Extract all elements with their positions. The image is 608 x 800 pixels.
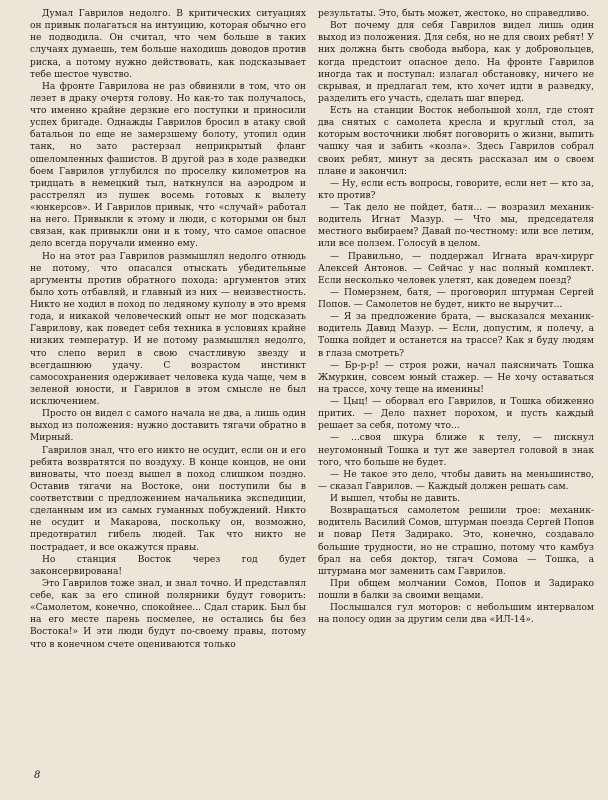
paragraph: При общем молчании Сомов, Попов и Задирако пошли в балки за своими вещами.: [318, 578, 594, 601]
paragraph: — Бр-р-р! — строя рожи, начал паясничать Тошка Жмуркин, совсем юный стажер. — Не хочу оставаться на трассе, хочу теще на именины!: [318, 360, 594, 395]
paragraph: — Не такое это дело, чтобы давить на меньшинство, — сказал Гаврилов. — Каждый должен решать сам.: [318, 469, 594, 492]
paragraph: — Померзнем, батя, — проговорил штурман Сергей Попов. — Самолетов не будет, никто не выручит...: [318, 287, 594, 310]
left-column: [30, 8, 306, 768]
paragraph: результаты. Это, быть может, жестоко, но справедливо.: [318, 9, 590, 19]
paragraph: — Я за предложение брата, — высказался механик-водитель Давид Мазур. — Если, допустим, я полечу, а Тошка пойдет и останется на трассе? Как я буду людям в глаза смотреть?: [318, 312, 594, 359]
paragraph: Но станция Восток через год будет законсервирована!: [30, 554, 306, 577]
paragraph: Возвращаться самолетом решили трое: механик-водитель Василий Сомов, штурман поезда Сергей Попов и повар Петя Задирако. Это, конечно, создавало большие трудности, но не страшно, потому что камбуз брал на себя доктор, тягач Сомова — Тошка, а штурмана мог заменить сам Гаврилов.: [318, 506, 594, 577]
paragraph: На фронте Гаврилова не раз обвиняли в том, что он лезет в драку очертя голову. Но как-то так получалось, что именно крайне дерзкие его поступки и приносили успех бригаде. Однажды Гаврилов бросил в атаку свой батальон по еще не замерзшему болоту, утопил один танк, но зато растерзал неприкрытый фланг ошеломленных фашистов. В другой раз в ходе разведки боем Гаврилов углубился по проселку километров на тридцать в немецкий тыл, наткнулся на аэродром и расстрелял из пушек восемь готовых к вылету «юнкерсов». И Гаврилов привык, что «случай» работал на него. Привыкли к этому и люди, с которыми он был связан, как привыкли они и к тому, что самое опасное дело всегда поручали именно ему.: [30, 81, 306, 250]
paragraph: Послышался гул моторов: с небольшим интервалом на полосу один за другим сели два «ИЛ-14».: [318, 603, 594, 626]
paragraph: Есть на станции Восток небольшой холл, где стоят два снятых с самолета кресла и круглый стол, за которым восточники любят поговорить о жизни, выпить чашку чая и забить «козла». Здесь Гаврилов собрал своих ребят, минут за десять рассказал им о своем плане и закончил:: [318, 106, 594, 177]
page-number: 8: [34, 770, 41, 781]
paragraph: И вышел, чтобы не давить.: [330, 494, 461, 504]
paragraph: — Ну, если есть вопросы, говорите, если нет — кто за, кто против?: [318, 178, 594, 201]
text-columns: [30, 8, 594, 768]
paragraph: — Цыц! — оборвал его Гаврилов, и Тошка обиженно притих. — Дело пахнет порохом, и пусть каждый решает за себя, потому что...: [318, 397, 594, 432]
paragraph: Но на этот раз Гаврилов размышлял недолго отнюдь не потому, что опасался отыскать убедительные аргументы против обратного похода: аргументов этих было хоть отбавляй, и главный из них — неизвестность. Никто не ходил в поход по ледяному куполу в это время года, и никакой человеческий опыт не мог подсказать Гаврилову, как поведет себя техника в условиях крайне низких температур. И не потому размышлял недолго, что слепо верил в свою счастливую звезду и всегдашнюю удачу. С возрастом инстинкт самосохранения одерживает человека куда чаще, чем в зеленой юности, и Гаврилов в этом смысле не был исключением.: [30, 251, 306, 407]
paragraph: Просто он видел с самого начала не два, а лишь один выход из положения: нужно доставить тягачи обратно в Мирный.: [30, 409, 306, 444]
right-column: [318, 8, 594, 768]
paragraph: Думал Гаврилов недолго. В критических ситуациях он привык полагаться на интуицию, которая обычно его не подводила. Он считал, что чем больше в таких случаях думаешь, тем больше находишь доводов против риска, а потому нужно действовать, как подсказывает тебе шестое чувство.: [30, 9, 306, 80]
paragraph: Это Гаврилов тоже знал, и знал точно. И представлял себе, как за его спиной полярники будут говорить: «Самолетом, конечно, спокойнее... Сдал старик. Был бы на его месте парень посмелее, не остались бы без Востока!» И эти люди будут по-своему правы, потому что в конечном счете оцениваются только: [30, 578, 306, 650]
paragraph: Вот почему для себя Гаврилов видел лишь один выход из положения. Для себя, но не для своих ребят! У них должна быть свобода выбора, как у добровольцев, когда предстоит опасное дело. На фронте Гаврилов иногда так и поступал: излагал обстановку, ничего не скрывая, и предлагал тем, кто хочет идти в разведку, разделить его участь, сделать шаг вперед.: [318, 21, 594, 104]
paragraph: Гаврилов знал, что его никто не осудит, если он и его ребята возвратятся по воздуху. В конце концов, не они виноваты, что поезд вышел в поход слишком поздно. Оставив тягачи на Востоке, они поступили бы в соответствии с предложением начальника экспедиции, сделанным им из самых гуманных побуждений. Никто не осудит и Макарова, поскольку он, возможно, предотвратил гибель людей. Так что никто не пострадает, и все окажутся правы.: [30, 445, 306, 553]
paragraph: — Правильно, — поддержал Игната врач-хирург Алексей Антонов. — Сейчас у нас полный комплект. Если несколько человек улетят, как доведем поезд?: [318, 251, 594, 286]
paragraph: — ...своя шкура ближе к телу, — пискнул неугомонный Тошка и тут же завертел головой в знак того, что больше не будет.: [318, 433, 594, 468]
paragraph: — Так дело не пойдет, батя... — возразил механик-водитель Игнат Мазур. — Что мы, председателя местного выбираем? Давай по-честному: или все летим, или все ползем. Голосуй в целом.: [318, 203, 594, 250]
